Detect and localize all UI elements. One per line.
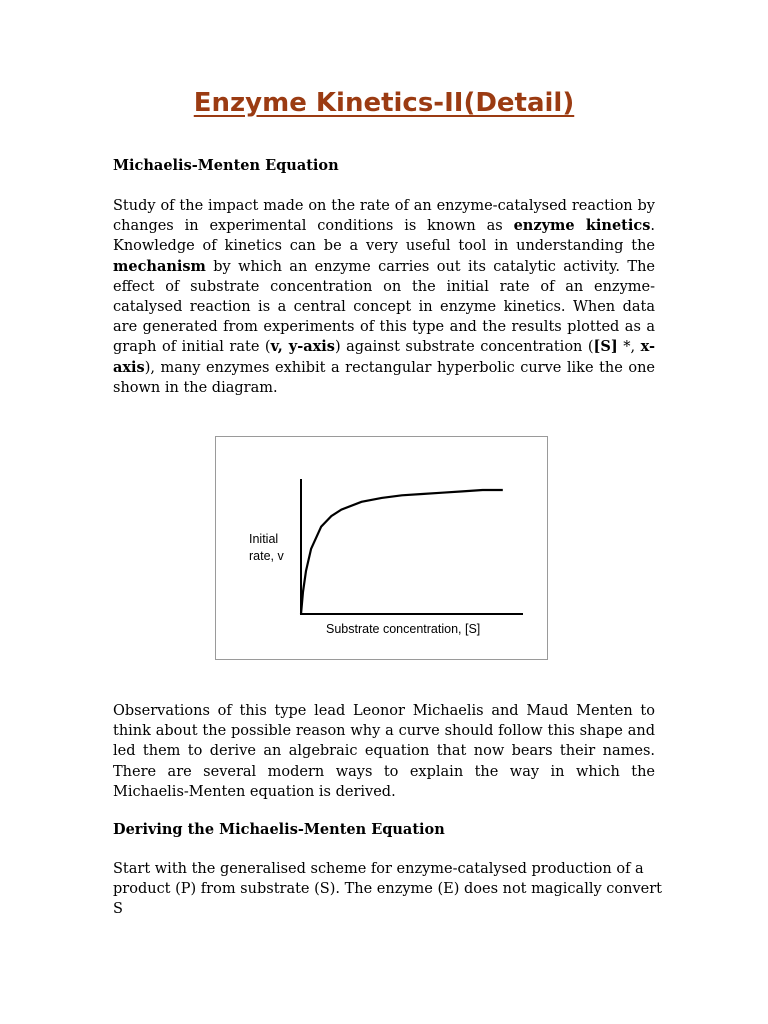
page-title: Enzyme Kinetics-II(Detail) (193, 88, 575, 118)
y-axis-label: Initial rate, v (249, 532, 284, 563)
section-heading-michaelis-menten: Michaelis-Menten Equation (113, 157, 339, 174)
term-substrate: [S] (593, 338, 618, 356)
observations-paragraph: Observations of this type lead Leonor Michaelis and Maud Menten to think about the possible reason why a curve should follow this shape and led them to derive an algebraic equation that now bears their names. There are several modern ways to explain the way in which the Michaelis-Menten equation is derived. (113, 703, 655, 800)
intro-paragraph: Study of the impact made on the rate of an enzyme-catalysed reaction by changes in experimental conditions is known as enzyme kinetics. Knowledge of kinetics can be a very useful tool in understanding the mechanism by which an enzyme carries out its catalytic activity. The effect of substrate concentration on the initial rate of an enzyme-catalysed reaction is a central concept in enzyme kinetics. When data are generated from experiments of this type and the results plotted as a graph of initial rate (v, y-axis) against substrate concentration ([S] *, x-axis), many enzymes exhibit a rectangular hyperbolic curve like the one shown in the diagram. (113, 198, 656, 396)
michaelis-menten-chart (215, 436, 548, 660)
term-mechanism: mechanism (113, 257, 206, 275)
rate-curve (301, 490, 503, 614)
x-axis-label: Substrate concentration, [S] (326, 622, 481, 636)
scheme-paragraph: Start with the generalised scheme for enzyme-catalysed production of a product (P) from substrate (S). The enzyme (E) does not magically convert S (113, 861, 662, 918)
term-v-y-axis: v, y-axis (270, 338, 335, 356)
term-enzyme-kinetics: enzyme kinetics (513, 217, 651, 235)
term-x-axis: x-axis (113, 338, 656, 376)
section-heading-deriving: Deriving the Michaelis-Menten Equation (113, 821, 445, 838)
